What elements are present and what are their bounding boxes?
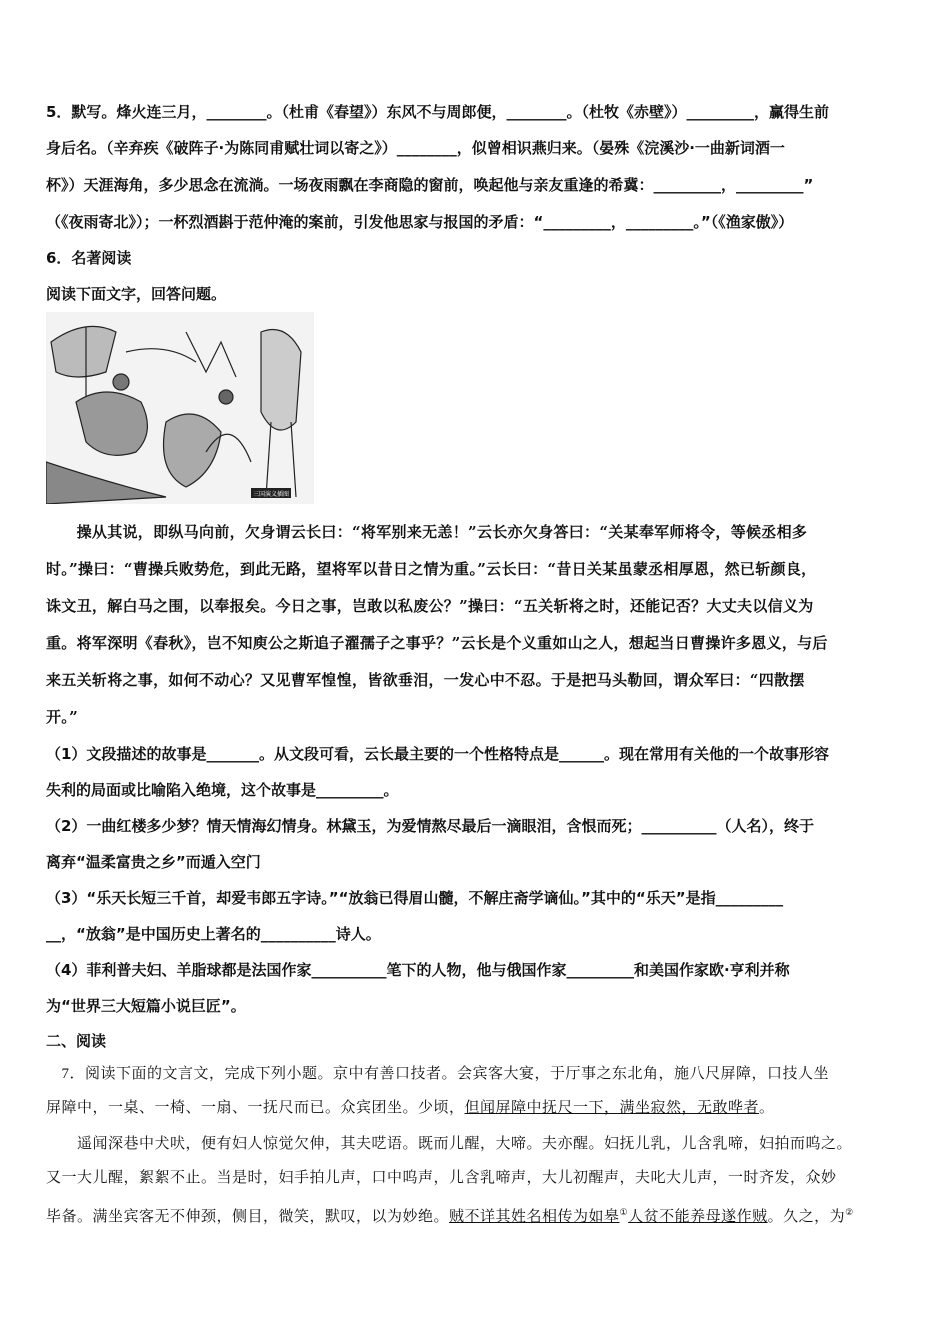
q7-line-5	[46, 1201, 908, 1228]
q5-line-3: 杯》）天涯海角，多少思念在流淌。一场夜雨飘在李商隐的窗前，唤起他与亲友重逢的希冀：_________，_________”	[46, 176, 814, 194]
passage-line-2: 时。”操曰：“曹操兵败势危，到此无路，望将军以昔日之情为重。”云长曰：“昔日关某虽蒙丞相厚恩，然已斩颜良，	[46, 560, 817, 578]
illustration-image	[46, 312, 314, 504]
section-2-heading: 二、阅读	[46, 1032, 107, 1050]
q7-underlined-sentence-2: 贼不详其姓名相传为如皋	[449, 1209, 620, 1225]
q7-line-2-b: 。	[759, 1100, 775, 1116]
question-line-6: __，“放翁”是中国历史上著名的__________诗人。	[46, 925, 381, 943]
q7-line-1: 7．阅读下面的文言文，完成下列小题。京中有善口技者。会宾客大宴，于厅事之东北角，施八尺屏障，口技人坐	[46, 1066, 830, 1082]
question-line-1: （1）文段描述的故事是_______。从文段可看，云长最主要的一个性格特点是______。现在常用有关他的一个故事形容	[46, 745, 829, 763]
q7-underlined-sentence-1: 但闻屏障中抚尺一下，满坐寂然，无敢哗者	[464, 1100, 760, 1116]
question-line-7: （4）菲利普夫妇、羊脂球都是法国作家__________笔下的人物，他与俄国作家_________和美国作家欧·亨利并称	[46, 961, 790, 979]
q6-instruction: 阅读下面文字，回答问题。	[46, 285, 227, 303]
illustration-label: 三国演义插图	[252, 491, 290, 498]
passage-line-3: 诛文丑，解白马之围，以奉报矣。今日之事，岂敢以私废公？”操曰：“五关斩将之时，还能记否？大丈夫以信义为	[46, 597, 814, 615]
q5-line-1: 5．默写。烽火连三月，________。（杜甫《春望》）东风不与周郎便，________。（杜牧《赤壁》）_________，赢得生前	[46, 103, 829, 121]
passage-line-1: 操从其说，即纵马向前，欠身谓云长曰：“将军别来无恙！”云长亦欠身答曰：“关某奉军师将令，等候丞相多	[46, 523, 808, 541]
question-line-4: 离弃“温柔富贵之乡”而遁入空门	[46, 853, 261, 871]
question-line-8: 为“世界三大短篇小说巨匠”。	[46, 997, 246, 1015]
q7-line-3: 遥闻深巷中犬吠，便有妇人惊觉欠伸，其夫呓语。既而儿醒，大啼。夫亦醒。妇抚儿乳，儿含乳啼，妇拍而呜之。	[46, 1136, 853, 1152]
footnote-marker-2: ②	[845, 1207, 854, 1217]
q7-line-2-a: 屏障中，一桌、一椅、一扇、一抚尺而已。众宾团坐。少顷，	[46, 1100, 465, 1116]
q7-line-5-b: 。久之，为	[767, 1209, 846, 1225]
q7-line-2	[46, 1097, 908, 1119]
footnote-marker-1: ①	[619, 1207, 629, 1217]
passage-line-6: 开。”	[46, 708, 79, 726]
question-line-5: （3）“乐天长短三千首，却爱韦郎五字诗。”“放翁已得眉山髓，不解庄斋学谪仙。”其中的“乐天”是指_________	[46, 889, 784, 907]
question-line-2: 失利的局面或比喻陷入绝境，这个故事是_________。	[46, 781, 399, 799]
q7-underlined-sentence-3: 人贫不能养母遂作贼	[628, 1209, 768, 1225]
passage-line-4: 重。将军深明《春秋》，岂不知庾公之斯追子濯孺子之事乎？”云长是个义重如山之人，想起当日曹操许多恩义，与后	[46, 634, 828, 652]
q5-line-2: 身后名。（辛弃疾《破阵子·为陈同甫赋壮词以寄之》）________，似曾相识燕归来。（晏殊《浣溪沙·一曲新词酒一	[46, 139, 785, 157]
q6-heading: 6．名著阅读	[46, 249, 132, 267]
q7-line-5-a: 毕备。满坐宾客无不伸颈，侧目，微笑，默叹，以为妙绝。	[46, 1209, 450, 1225]
q5-line-4: （《夜雨寄北》）；一杯烈酒斟于范仲淹的案前，引发他思家与报国的矛盾：“_________，_________。”（《渔家傲》）	[46, 213, 794, 231]
passage-line-5: 来五关斩将之事，如何不动心？又见曹军惶惶，皆欲垂泪，一发心中不忍。于是把马头勒回，谓众军曰：“四散摆	[46, 671, 805, 689]
q7-line-4: 又一大儿醒，絮絮不止。当是时，妇手拍儿声，口中呜声，儿含乳啼声，大儿初醒声，夫叱大儿声，一时齐发，众妙	[46, 1170, 837, 1186]
question-line-3: （2）一曲红楼多少梦？情天情海幻情身。林黛玉，为爱情熬尽最后一滴眼泪，含恨而死；__________（人名），终于	[46, 817, 814, 835]
